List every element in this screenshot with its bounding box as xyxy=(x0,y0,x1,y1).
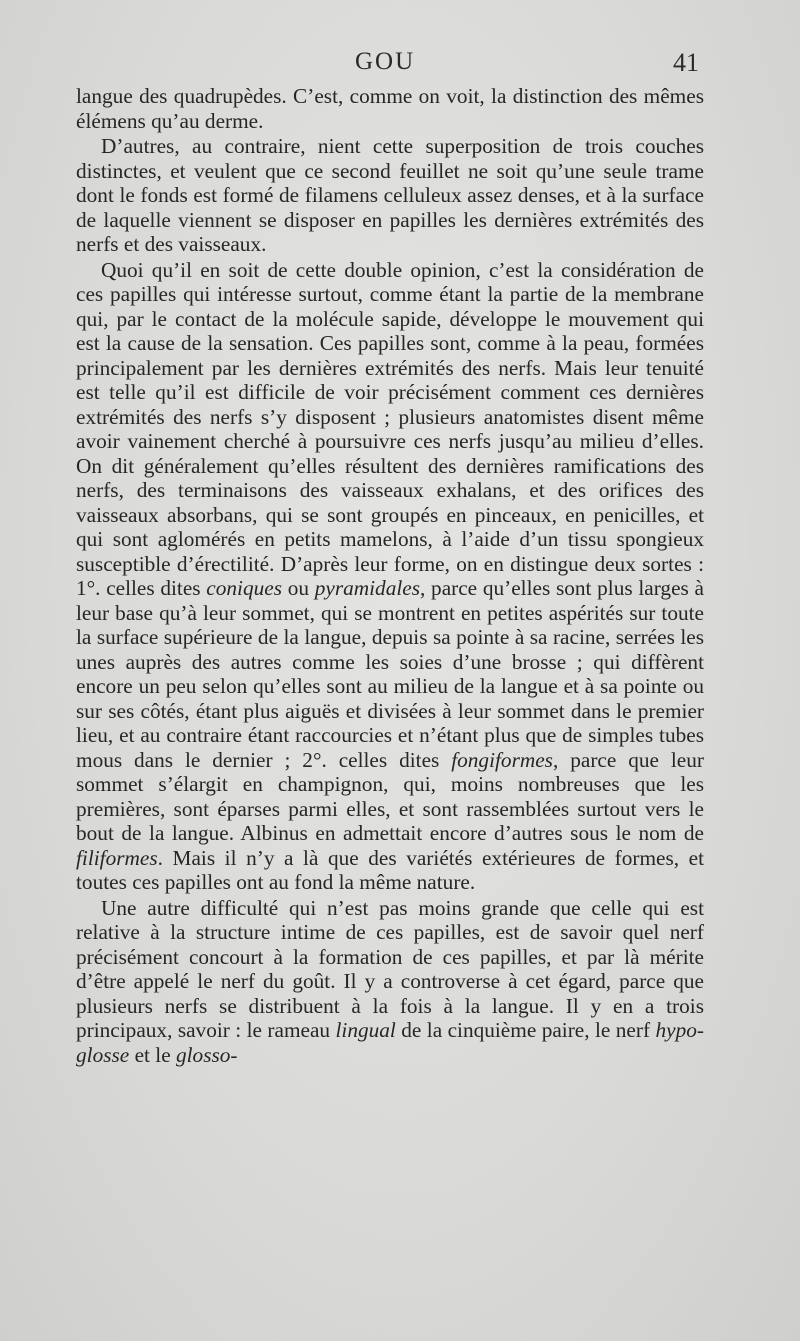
italic-term-lingual: lingual xyxy=(335,1018,396,1042)
italic-term-filiformes: filiformes xyxy=(76,845,158,870)
paragraph-4 xyxy=(76,896,704,1068)
italic-term-hypo-glosse: hypo-glosse xyxy=(76,1018,704,1067)
paragraph-4-text-1: Une autre difficulté qui n’est pas moins grande que celle qui est relative à la structure intime de ces papilles, est de savoir quel nerf précisément concourt à la formation de ces papilles, et par là mérite d’être appelé le nerf du goût. Il y a controverse à cet égard, parce que plusieurs nerfs se distribuent à la fois à la langue. Il y en a trois principaux, savoir : le rameau xyxy=(76,895,704,1042)
page-number: 41 xyxy=(673,48,699,77)
italic-term-fongiformes: fongiformes xyxy=(451,747,553,772)
paragraph-1-text: langue des quadrupèdes. C’est, comme on voit, la distinction des mêmes élémens qu’au derme. xyxy=(76,84,704,133)
italic-term-pyramidales: pyramidales xyxy=(314,576,421,600)
paragraph-1 xyxy=(76,84,704,133)
paragraph-4-text-3: et le xyxy=(134,1042,171,1067)
paragraph-3-text-2: ou xyxy=(287,576,310,600)
paragraph-3-text-1: Quoi qu’il en soit de cette double opinion, c’est la considération de ces papilles qui intéresse surtout, comme étant la partie de la membrane qui, par le contact de la molécule sapide, développe le mouvement qui est la cause de la sensation. Ces papilles sont, comme à la peau, formées principalement par les dernières extrémités des nerfs. Mais leur tenuité est telle qu’il est difficile de voir précisément comment ces dernières extrémités des nerfs s’y disposent ; plusieurs anatomistes disent même avoir vainement cherché à poursuivre ces nerfs jusqu’au milieu d’elles. On dit généralement qu’elles résultent des dernières ramifications des nerfs, des terminaisons des vaisseaux exhalans, et des orifices des vaisseaux absorbans, qui se sont groupés en pinceaux, en penicilles, et qui sont aglomérés en petits mamelons, à l’aide d’un tissu spongieux susceptible d’érectilité. D’après leur forme, on en distingue deux sortes : 1°. celles dites xyxy=(76,257,704,600)
paragraph-3 xyxy=(76,258,704,895)
paragraph-2-text: D’autres, au contraire, nient cette superposition de trois couches distinctes, et veulent que ce second feuillet ne soit qu’une seule trame dont le fonds est formé de filamens celluleux assez denses, et à la surface de laquelle viennent se disposer en papilles les dernières extrémités des nerfs et des vaisseaux. xyxy=(76,134,704,256)
body-text xyxy=(76,84,704,1067)
paragraph-3-text-4: , parce que leur sommet s’élargit en champignon, qui, moins nombreuses que les premières, sont éparses parmi elles, et sont rassemblées surtout vers le bout de la langue. Albinus en admettait encore d’autres sous le nom de xyxy=(76,747,704,845)
page-header xyxy=(0,48,800,88)
italic-term-glosso: glosso- xyxy=(175,1042,238,1067)
paragraph-2 xyxy=(76,134,704,257)
paragraph-4-text-2: de la cinquième paire, le nerf xyxy=(401,1018,651,1042)
italic-term-coniques: coniques xyxy=(206,576,283,600)
running-head: GOU xyxy=(355,48,416,75)
paragraph-3-text-5: . Mais il n’y a là que des variétés extérieures de formes, et toutes ces papilles ont au fond la même nature. xyxy=(76,845,704,894)
paragraph-3-text-3: , parce qu’elles sont plus larges à leur base qu’à leur sommet, qui se montrent en petites aspérités sur toute la surface supérieure de la langue, depuis sa pointe à sa racine, serrées les unes auprès des autres comme les soies d’une brosse ; qui diffèrent encore un peu selon qu’elles sont au milieu de la langue et à sa pointe ou sur ses côtés, étant plus aiguës et divisées à leur sommet dans le premier lieu, et au contraire étant raccourcies et n’étant plus que de simples tubes mous dans le dernier ; 2°. celles dites xyxy=(76,576,704,772)
